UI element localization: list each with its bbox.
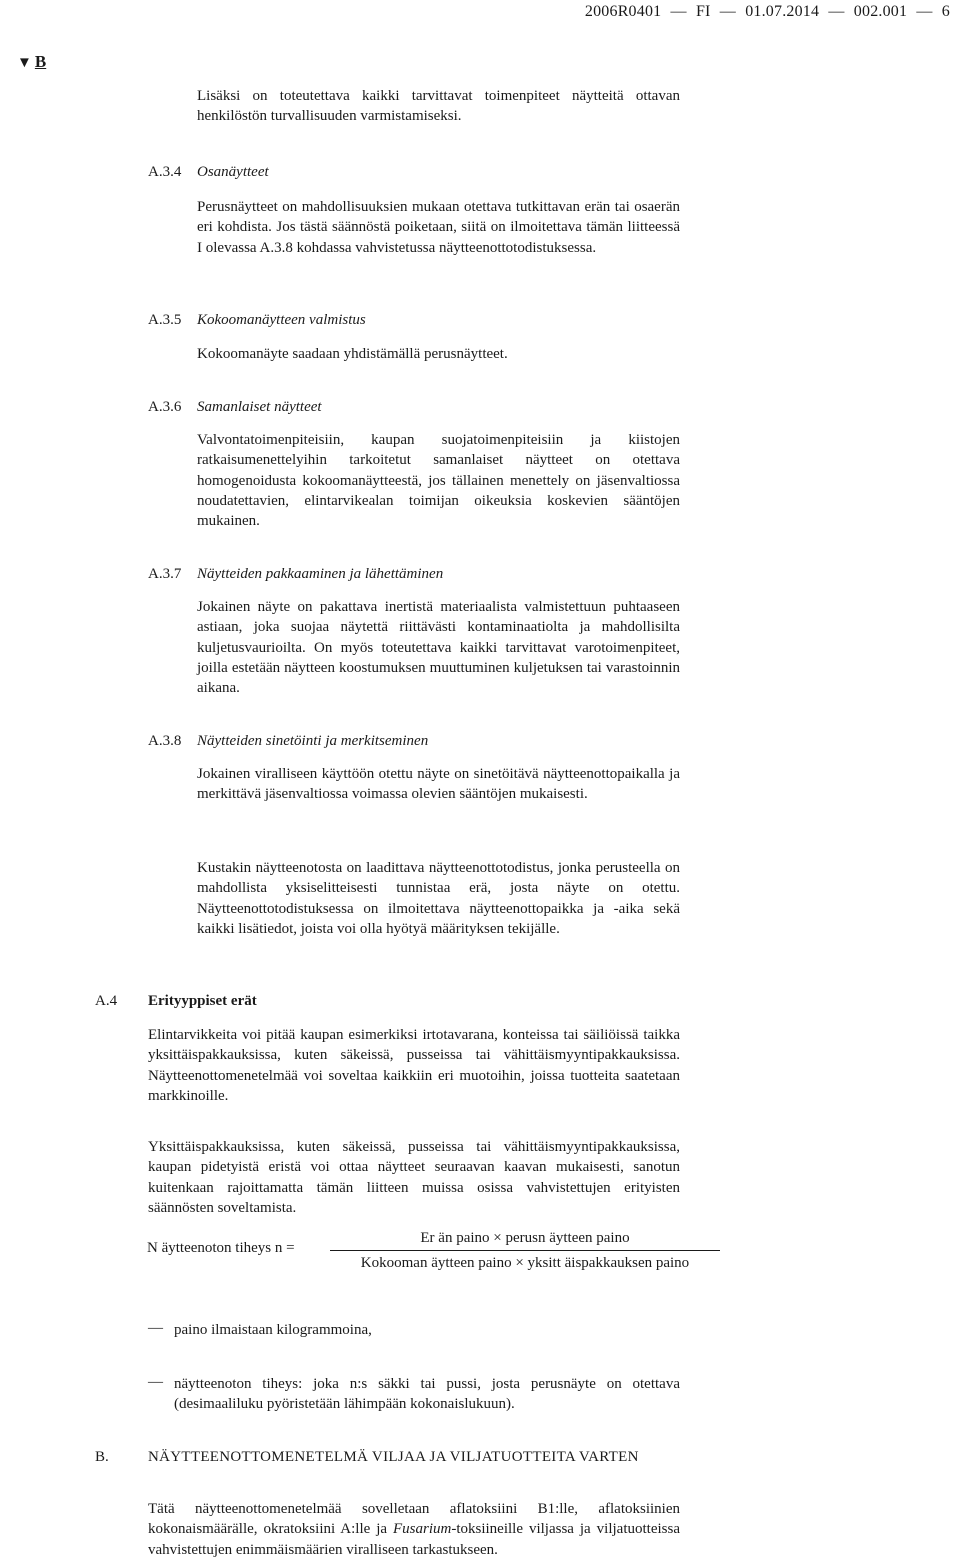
- dash-bullet: —: [148, 1320, 163, 1336]
- section-title: Osanäytteet: [197, 164, 269, 180]
- section-number: A.3.7: [148, 566, 182, 582]
- dash-bullet: —: [148, 1374, 163, 1390]
- section-title: Näytteiden pakkaaminen ja lähettäminen: [197, 566, 444, 582]
- text-segment: Tätä näytteenottomenetelmää sovelletaan aflatoksiini B1:lle, aflatoksiinien kokonaismäärälle, okratoksiini A:lle ja: [148, 1501, 680, 1538]
- section-paragraph: Elintarvikkeita voi pitää kaupan esimerkiksi irtotavarana, konteissa tai säiliöissä taikka yksittäispakkauksissa, kuten säkeissä, pusseissa tai vähittäismyyntipakkauksissa. Näytteenottomenetelmää voi soveltaa kaikkiin eri muotoihin, joissa tuotteita saatetaan markkinoille.: [148, 1027, 680, 1104]
- formula-lhs: N äytteenoton tiheys n =: [147, 1240, 295, 1256]
- section-title: Kokoomanäytteen valmistus: [197, 312, 366, 328]
- section-number: A.3.8: [148, 733, 182, 749]
- section-paragraph: Kustakin näytteenotosta on laadittava näytteenottotodistus, jonka perusteella on mahdollista yksiselitteisesti tunnistaa erä, josta näyte on otettu. Näytteenottotodistuksessa on ilmoitettava näytteenottopaikka ja -aika sekä kaikki lisätiedot, joista voi olla hyötyä määrityksen tekijälle.: [197, 860, 680, 937]
- amendment-marker: [17, 52, 46, 72]
- italic-term: Fusarium: [393, 1521, 452, 1538]
- section-number: A.4: [95, 993, 118, 1009]
- section-paragraph: Perusnäytteet on mahdollisuuksien mukaan otettava tutkittavan erän tai osaerän eri kohdista. Jos tästä säännöstä poiketaan, siitä on ilmoitettava tämän liitteessä I olevassa A.3.8 kohdassa vahvistetussa näytteenottotodistuksessa.: [197, 199, 680, 256]
- list-item: näytteenoton tiheys: joka n:s säkki tai pussi, josta perusnäyte on otettava (desimaaliluku pyöristetään lähimpään kokonaislukuun).: [174, 1376, 680, 1413]
- section-number: A.3.5: [148, 312, 182, 328]
- triangle-down-icon: ▼: [17, 55, 32, 71]
- section-title: Erityyppiset erät: [148, 993, 257, 1009]
- section-title: Samanlaiset näytteet: [197, 399, 322, 415]
- section-number: A.3.4: [148, 164, 182, 180]
- list-item: paino ilmaistaan kilogrammoina,: [174, 1322, 372, 1338]
- section-paragraph: Valvontatoimenpiteisiin, kaupan suojatoimenpiteisiin ja kiistojen ratkaisumenettelyihin tarkoitetut samanlaiset näytteet on otettava homogenoidusta kokoomanäytteestä, jos tällainen menettely on jäsenvaltiossa noudatettavien, elintarvikealan toimijan oikeuksia koskevien sääntöjen mukainen.: [197, 432, 680, 530]
- section-paragraph: Yksittäispakkauksissa, kuten säkeissä, pusseissa tai vähittäismyyntipakkauksissa, kaupan pidetyistä eristä voi ottaa näytteet seuraavan kaavan mukaisesti, sanotun kuitenkaan rajoittamatta tämän liitteen muissa osissa vahvistettujen erityisten säännösten soveltamista.: [148, 1139, 680, 1216]
- formula-fraction: [330, 1228, 720, 1273]
- formula-denominator: Kokooman äytteen paino × yksitt äispakkauksen paino: [360, 1255, 690, 1271]
- intro-paragraph: Lisäksi on toteutettava kaikki tarvittavat toimenpiteet näytteitä ottavan henkilöstön turvallisuuden varmistamiseksi.: [197, 88, 680, 125]
- section-number: A.3.6: [148, 399, 182, 415]
- section-number: B.: [95, 1449, 109, 1465]
- section-paragraph: Jokainen viralliseen käyttöön otettu näyte on sinetöitävä näytteenottopaikalla ja merkittävä jäsenvaltiossa voimassa olevien sääntöjen mukaisesti.: [197, 766, 680, 803]
- section-title: Näytteiden sinetöinti ja merkitseminen: [197, 733, 429, 749]
- formula-numerator: Er än paino × perusn äytteen paino: [330, 1228, 720, 1251]
- section-paragraph: Jokainen näyte on pakattava inertistä materiaalista valmistettuun puhtaaseen astiaan, joka suojaa näytettä riittävästi kontaminaatiolta ja mahdollisilta kuljetusvaurioilta. On myös toteutettava kaikki tarvittavat varotoimenpiteet, joilla estetään näytteen koostumuksen muuttuminen kuljetuksen tai varastoinnin aikana.: [197, 599, 680, 697]
- document-reference-header: 2006R0401 — FI — 01.07.2014 — 002.001 — 6: [584, 3, 950, 20]
- section-paragraph: [148, 1499, 680, 1560]
- section-title: NÄYTTEENOTTOMENETELMÄ VILJAA JA VILJATUOTTEITA VARTEN: [148, 1449, 639, 1465]
- marker-label: B: [34, 52, 47, 71]
- section-paragraph: Kokoomanäyte saadaan yhdistämällä perusnäytteet.: [197, 346, 508, 362]
- sampling-frequency-formula: [147, 1228, 727, 1276]
- text-segment: -toksiineille viljassa ja viljatuotteissa vahvistettujen enimmäismäärien viralliseen tarkastukseen.: [148, 1521, 680, 1558]
